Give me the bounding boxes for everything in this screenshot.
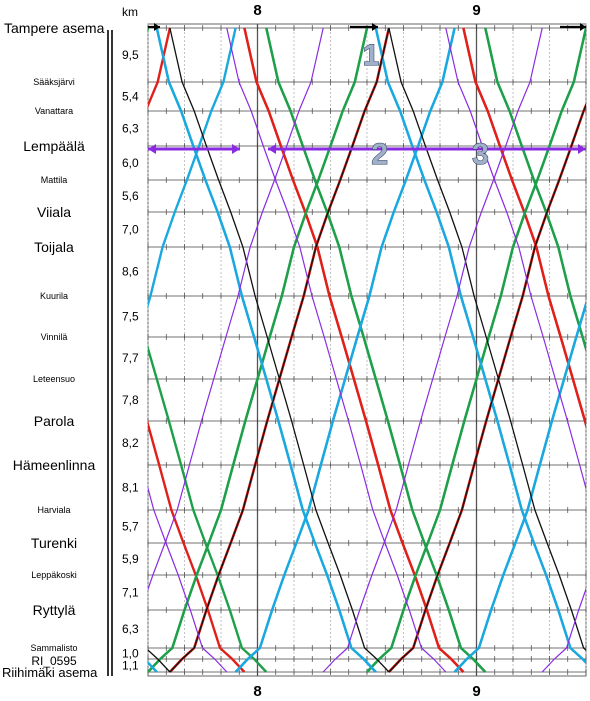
- station-label: Kuurila: [39, 291, 69, 301]
- km-distance: 8,6: [122, 264, 139, 279]
- station-label: Riihimäki asema: [2, 665, 98, 680]
- station-label: Toijala: [34, 239, 74, 255]
- km-distance: 1,0: [122, 646, 139, 661]
- km-distance: 7,0: [122, 222, 139, 237]
- hour-label-bottom: 9: [472, 683, 481, 700]
- callout-marker: 1: [362, 38, 380, 72]
- station-label: Sääksjärvi: [33, 77, 75, 87]
- km-distance: 5,6: [122, 189, 139, 203]
- km-distance: 5,9: [122, 552, 139, 566]
- station-label: Sammalisto: [30, 643, 78, 653]
- station-label: Viiala: [37, 204, 71, 220]
- km-distance: 5,4: [122, 89, 139, 104]
- station-label: Hämeenlinna: [12, 457, 96, 473]
- hour-label-top: 9: [472, 2, 481, 19]
- station-label: Harviala: [37, 505, 71, 515]
- station-label: Turenki: [30, 535, 78, 551]
- km-header: km: [122, 5, 138, 19]
- km-distance: 7,1: [122, 585, 139, 600]
- station-label: Mattila: [40, 175, 68, 185]
- km-distance: 8,2: [122, 436, 139, 450]
- km-distance: 7,5: [122, 309, 139, 324]
- station-label: Tampere asema: [4, 20, 105, 36]
- station-label: Vinnilä: [40, 332, 68, 342]
- km-distance: 8,1: [122, 480, 139, 495]
- station-label: Ryttylä: [32, 602, 76, 618]
- station-label: Vanattara: [34, 106, 74, 116]
- hour-label-top: 8: [253, 2, 262, 19]
- km-distance: 5,7: [122, 519, 139, 534]
- km-distance: 7,7: [122, 351, 139, 365]
- km-distance: 6,3: [122, 121, 139, 136]
- station-label: RI_0595: [31, 654, 77, 668]
- km-distance: 6,0: [122, 156, 139, 170]
- station-label: Parola: [33, 413, 75, 429]
- station-label: Leppäkoski: [31, 570, 77, 580]
- station-label: Lempäälä: [23, 138, 85, 154]
- km-distance: 9,5: [122, 48, 139, 62]
- km-distance: 6,3: [122, 622, 139, 636]
- km-distance: 1,1: [122, 658, 139, 673]
- hour-label-bottom: 8: [253, 683, 262, 700]
- callout-marker: 3: [472, 138, 489, 171]
- callout-marker: 2: [371, 138, 389, 171]
- station-label: Leteensuo: [32, 374, 76, 384]
- km-distance: 7,8: [122, 393, 139, 407]
